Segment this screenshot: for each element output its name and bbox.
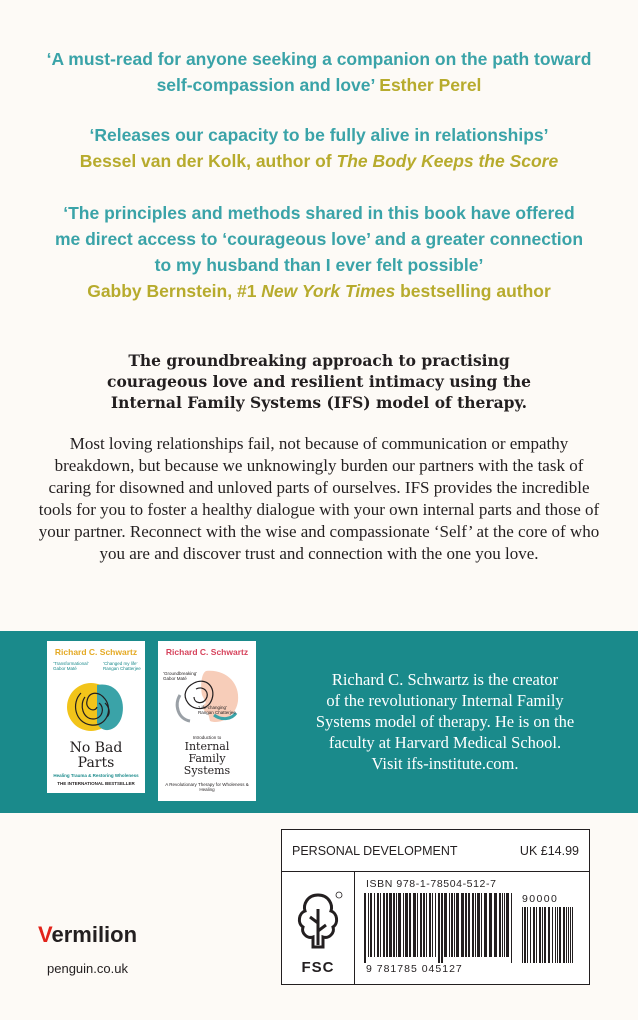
quote-line: me direct access to ‘courageous love’ and a greater connection [54,229,584,249]
cover-strip [47,793,145,801]
book-cover-no-bad-parts [47,641,145,801]
cover-illustration-icon [61,673,131,739]
quote-line: ‘Releases our capacity to be fully alive in relationships’ [89,125,549,145]
book-subtitle: Healing Trauma & Restoring Wholeness [53,773,139,778]
bio-line: of the revolutionary Internal Family [326,691,564,710]
publisher-website: penguin.co.uk [47,961,128,976]
quote-attribution-title: New York Times [261,281,396,301]
quote-attribution: Esther Perel [379,75,482,95]
price-label: UK £14.99 [519,844,579,858]
quote-esther-perel [0,46,638,98]
book-subtitle: A Revolutionary Therapy for Wholeness & Healing [165,782,249,792]
bio-line: Visit ifs-institute.com. [371,754,519,773]
bio-line: Richard C. Schwartz is the creator [331,670,559,689]
book-title-intro: Introduction to [192,735,222,740]
quote-line: ‘A must-read for anyone seeking a companion on the path toward [46,49,592,69]
lead-line: courageous love and resilient intimacy using the [107,372,531,391]
isbn-number: ISBN 978-1-78504-512-7 [366,878,497,890]
quote-attribution-title: The Body Keeps the Score [336,151,559,171]
quote-line: self-compassion and love’ [156,75,380,95]
book-tagline: THE INTERNATIONAL BESTSELLER [57,781,135,786]
lead-statement [0,350,638,413]
book-title: Internal Family Systems [183,740,231,777]
barcode-number: 9 781785 045127 [366,963,463,975]
cover-quote: ‘Changed my life’ Rangan Chatterjee [103,661,141,671]
category-label: PERSONAL DEVELOPMENT [292,844,458,858]
author-bio [280,669,610,774]
book-author: Richard C. Schwartz [165,647,249,657]
lead-line: The groundbreaking approach to practising [128,351,510,370]
bio-line: faculty at Harvard Medical School. [328,733,562,752]
quote-gabby-bernstein [0,200,638,304]
barcode-header [282,830,589,872]
cover-quote: ‘Life-changing’ Rangan Chatterjee [198,705,236,715]
publisher-logo-initial: V [38,922,52,947]
quote-line: ‘The principles and methods shared in this book have offered [63,203,575,223]
barcode-addon-number: 90000 [522,893,559,905]
book-author: Richard C. Schwartz [54,647,138,657]
quote-bessel-van-der-kolk [0,122,638,174]
fsc-label: FSC [301,959,335,976]
quote-attribution: Bessel van der Kolk, author of [79,151,337,171]
author-band [0,631,638,813]
fsc-logo [282,871,355,985]
book-title: No Bad Parts [69,740,123,771]
book-description: Most loving relationships fail, not because of communication or empathy breakdown, but because we unknowingly burden our partners with the task of caring for disowned and unloved parts of ourselves. IFS provides the incredible tools for you to foster a healthy dialogue with your own internal parts and those of your partner. Reconnect with the wise and compassionate ‘Self’ at the core of who you are and discover trust and connection with the one you love. [38,434,600,563]
barcode-box [281,829,590,985]
cover-quote: ‘Transformational’ Gabor Maté [53,661,89,671]
publisher-logo-text: ermilion [51,922,138,947]
bio-line: Systems model of therapy. He is on the [315,712,575,731]
cover-quote: ‘Groundbreaking’ Gabor Maté [163,671,198,681]
quote-line: to my husband than I ever felt possible’ [154,255,484,275]
publisher-logo [38,922,137,948]
quote-attribution: bestselling author [395,281,551,301]
book-cover-internal-family-systems [158,641,256,801]
fsc-tree-icon [293,889,343,959]
lead-line: Internal Family Systems (IFS) model of therapy. [110,393,528,412]
quote-attribution: Gabby Bernstein, #1 [87,281,262,301]
